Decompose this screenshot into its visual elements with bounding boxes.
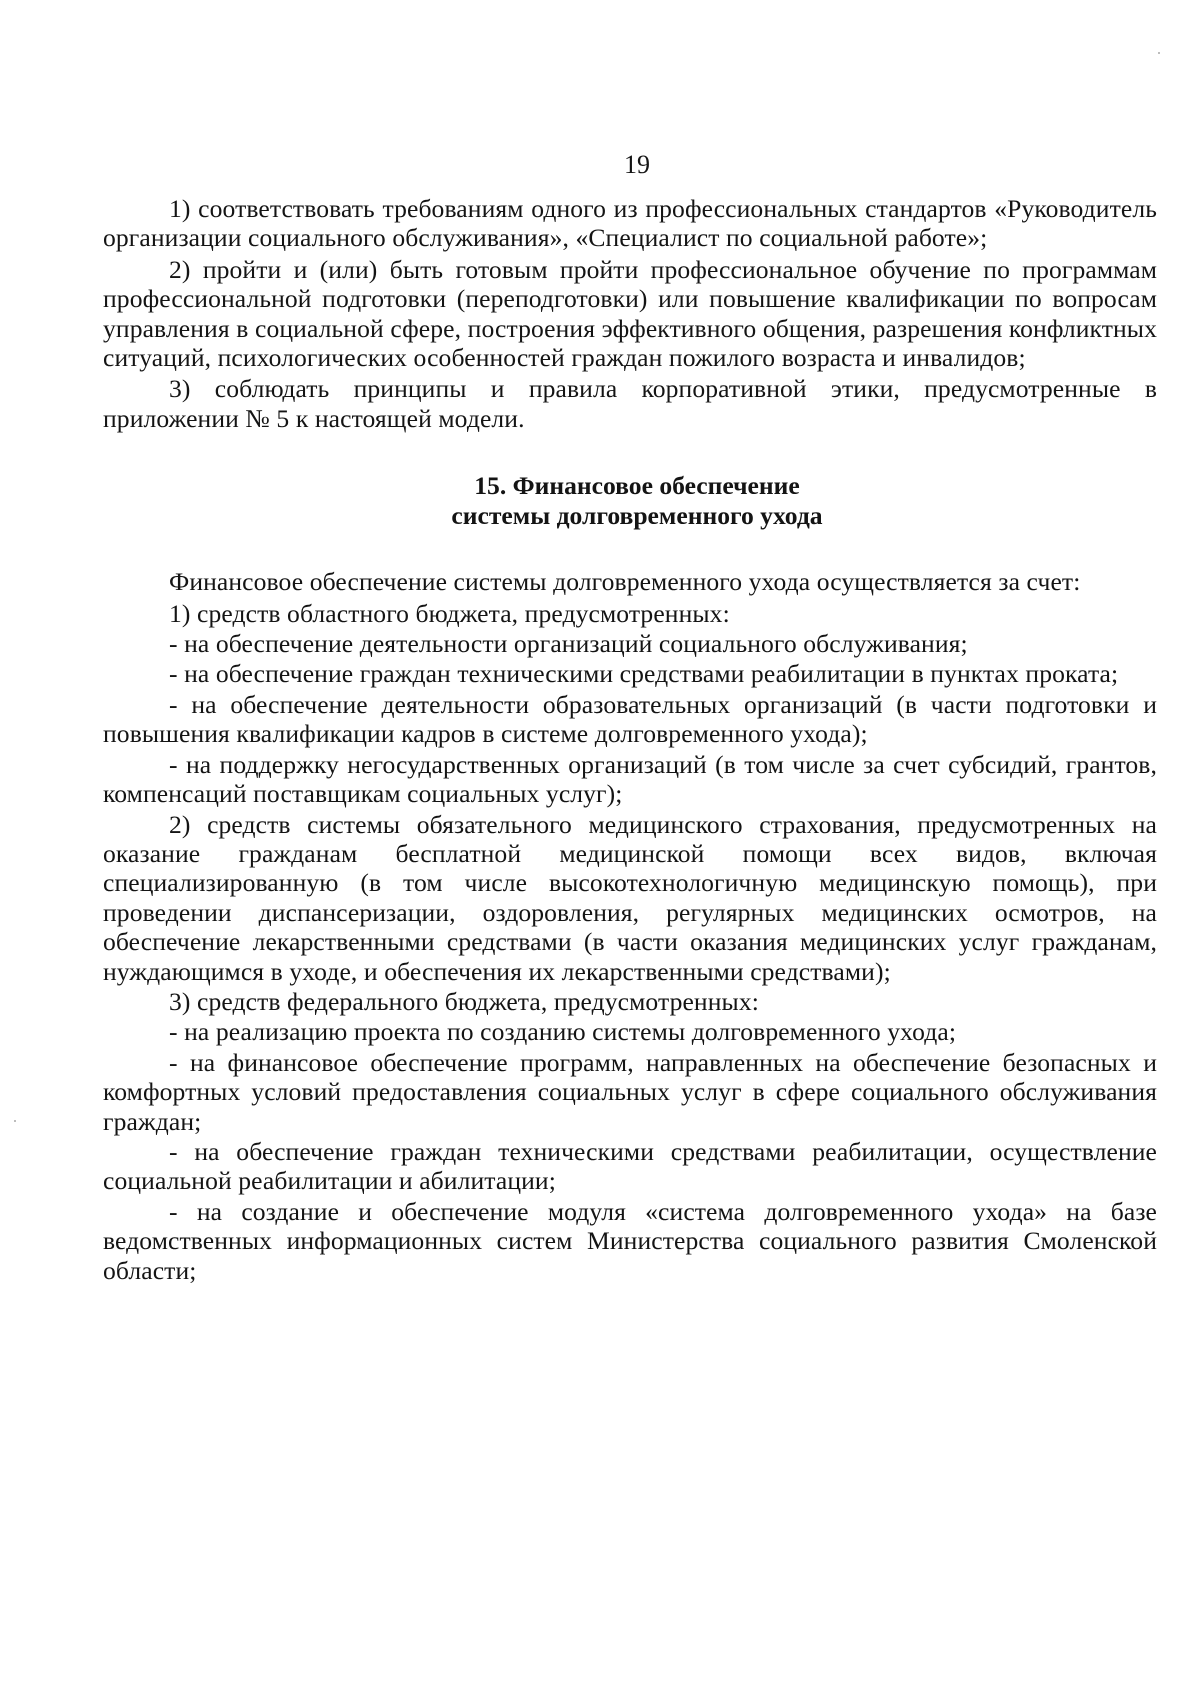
list-item-regional-budget: 1) средств областного бюджета, предусмотренных: — [169, 598, 730, 628]
list-item-programs-financing: - на финансовое обеспечение программ, направленных на обеспечение безопасных и комфортных условий предоставления социальных услуг в сфере социального обслуживания граждан; — [103, 1047, 1157, 1136]
list-item-ltc-project: - на реализацию проекта по созданию системы долговременного ухода; — [169, 1017, 957, 1047]
list-item-rehab-rental: - на обеспечение граждан техническими средствами реабилитации в пунктах проката; — [169, 659, 1119, 689]
financing-intro: Финансовое обеспечение системы долговременного ухода осуществляется за счет: — [169, 567, 1081, 597]
list-item-medical-insurance: 2) средств системы обязательного медицинского страхования, предусмотренных на оказание гражданам бесплатной медицинской помощи всех видов, включая специализированную (в том числе высокотехнологичную медицинскую помощь), при проведении диспансеризации, оздоровления, регулярных медицинских осмотров, на обеспечение лекарственными средствами (в части оказания медицинских услуг гражданам, нуждающимся в уходе, и обеспечения их лекарственными средствами); — [103, 809, 1157, 986]
requirement-item-1: 1) соответствовать требованиям одного из профессиональных стандартов «Руководитель организации социального обслуживания», «Специалист по социальной работе»; — [103, 194, 1157, 253]
list-item-ltc-module: - на создание и обеспечение модуля «система долговременного ухода» на базе ведомственных информационных систем Министерства социального развития Смоленской области; — [103, 1196, 1157, 1285]
requirement-item-2: 2) пройти и (или) быть готовым пройти профессиональное обучение по программам профессиональной подготовки (переподготовки) или повышение квалификации по вопросам управления в социальной сфере, построения эффективного общения, разрешения конфликтных ситуаций, психологических особенностей граждан пожилого возраста и инвалидов; — [103, 254, 1157, 373]
page-number: 19 — [624, 150, 650, 179]
list-item-educational-organizations: - на обеспечение деятельности образовательных организаций (в части подготовки и повышения квалификации кадров в системе долговременного ухода); — [103, 689, 1157, 749]
scan-artifact — [1158, 52, 1160, 54]
list-item-federal-budget: 3) средств федерального бюджета, предусмотренных: — [169, 986, 759, 1016]
list-item-rehab-means: - на обеспечение граждан техническими средствами реабилитации, осуществление социальной реабилитации и абилитации; — [103, 1136, 1157, 1196]
section-title-line-1: 15. Финансовое обеспечение — [474, 471, 800, 501]
scan-artifact — [14, 1120, 16, 1122]
list-item-non-state-support: - на поддержку негосударственных организаций (в том числе за счет субсидий, грантов, компенсаций поставщикам социальных услуг); — [103, 749, 1157, 809]
requirement-item-3: 3) соблюдать принципы и правила корпоративной этики, предусмотренные в приложении № 5 к настоящей модели. — [103, 374, 1157, 433]
section-title-line-2: системы долговременного ухода — [451, 501, 823, 531]
document-page — [103, 150, 1157, 1286]
section-heading — [103, 471, 1157, 531]
list-item-social-organizations: - на обеспечение деятельности организаций социального обслуживания; — [169, 629, 968, 659]
